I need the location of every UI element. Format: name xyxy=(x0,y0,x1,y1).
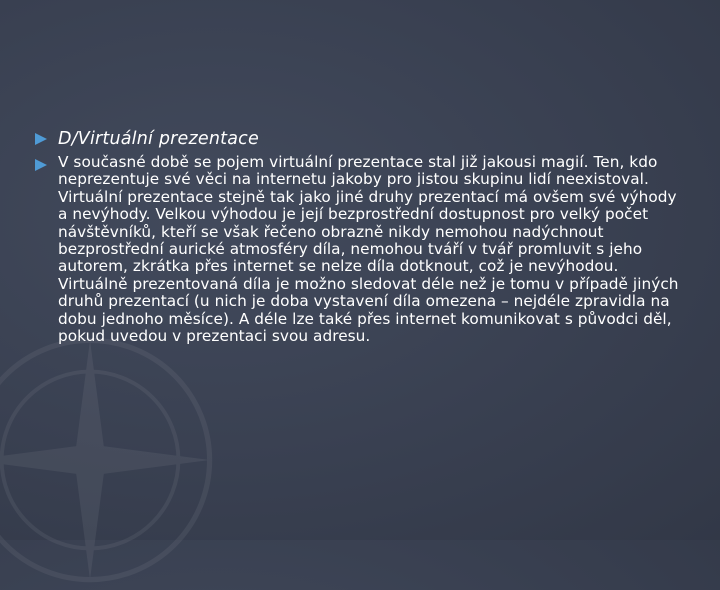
bullet-item-body xyxy=(34,154,686,345)
bullet-item-heading xyxy=(34,128,259,150)
bullet-arrow-icon xyxy=(34,158,48,172)
body-paragraph: V současné době se pojem virtuální prezentace stal již jakousi magií. Ten, kdo neprezentuje své věci na internetu jakoby pro jistou skupinu lidí neexistoval. Virtuální prezentace stejně tak jako jiné druhy prezentací má ovšem své výhody a nevýhody. Velkou výhodou je její bezprostřední dostupnost pro velký počet návštěvníků, kteří se však řečeno obrazně nikdy nemohou nadýchnout bezprostřední aurické atmosféry díla, nemohou tváří v tvář promluvit s jeho autorem, zkrátka přes internet se nelze díla dotknout, což je nevýhodou. Virtuálně prezentovaná díla je možno sledovat déle než je tomu v případě jiných druhů prezentací (u nich je doba vystavení díla omezena – nejdéle zpravidla na dobu jednoho měsíce). A déle lze také přes internet komunikovat s původci děl, pokud uvedou v prezentaci svou adresu. xyxy=(58,153,679,346)
compass-watermark-icon xyxy=(0,330,220,590)
section-heading: D/Virtuální prezentace xyxy=(58,129,259,149)
bullet-arrow-icon xyxy=(34,132,48,146)
